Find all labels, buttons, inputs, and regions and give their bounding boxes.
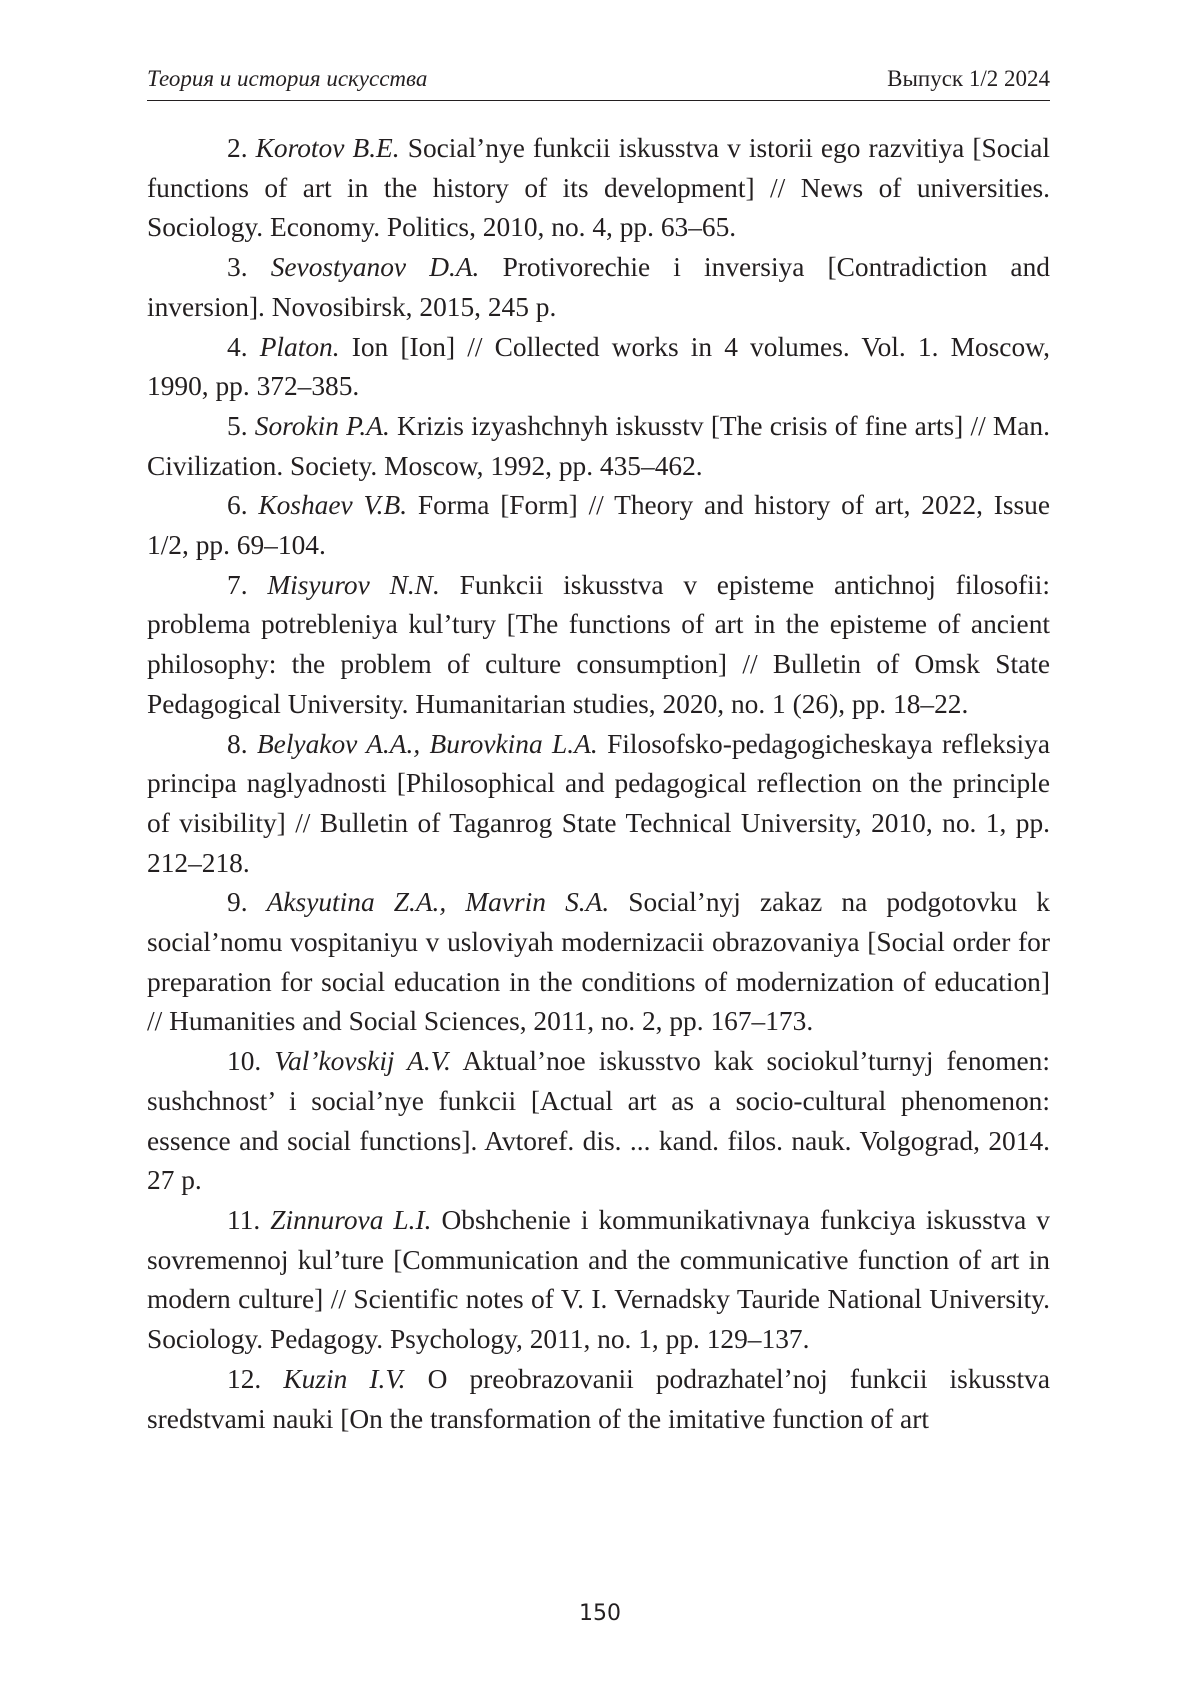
reference-number: 2. <box>227 133 248 163</box>
reference-author: Korotov B.E. <box>256 133 400 163</box>
reference-number: 8. <box>227 729 248 759</box>
reference-text: Forma [Form] // Theory and history of art, 2022, Issue 1/2, pp. 69–104. <box>147 490 1050 560</box>
reference-number: 7. <box>227 570 248 600</box>
reference-item <box>147 883 1050 1042</box>
reference-item <box>147 566 1050 725</box>
reference-author: Misyurov N.N. <box>267 570 439 600</box>
reference-number: 12. <box>227 1364 261 1394</box>
page-number: 150 <box>0 1601 1200 1626</box>
reference-author: Sevostyanov D.A. <box>271 252 480 282</box>
reference-item <box>147 129 1050 248</box>
page <box>0 0 1200 1703</box>
reference-item <box>147 407 1050 486</box>
reference-text: Social’nye funkcii iskusstva v istorii ego razviti­ya [Social functions of art in the history of its development] // News of universities. Sociology. Economy. Politics, 2010, no. 4, pp. 63–65. <box>147 133 1050 242</box>
reference-author: Aksyutina Z.A., Mavrin S.A. <box>267 887 610 917</box>
issue-label: Выпуск 1/2 2024 <box>887 66 1050 92</box>
reference-item <box>147 248 1050 327</box>
reference-text: Funkcii iskusstva v episteme antichnoj filosofii: problema potrebleniya kul’tury [The functions of art in the episteme of ancient philosophy: the problem of culture consumption] // Bulletin of Omsk State Pedagogical University. Humanitarian studies, 2020, no. 1 (26), pp. 18–22. <box>147 570 1050 719</box>
reference-text: O preobrazovanii podrazhatel’noj funkcii iskusstva sredstvami nauki [On the transformation of the imitative function of art <box>147 1364 1050 1434</box>
reference-author: Val’kovskij A.V. <box>274 1046 450 1076</box>
journal-title: Теория и история искусства <box>147 66 427 92</box>
reference-author: Belyakov A.A., Burovkina L.A. <box>257 729 598 759</box>
reference-author: Platon. <box>260 332 340 362</box>
reference-item <box>147 1042 1050 1201</box>
reference-item <box>147 486 1050 565</box>
reference-number: 11. <box>227 1205 260 1235</box>
reference-item <box>147 725 1050 884</box>
reference-text: Obshchenie i kommunikativnaya funkciya iskusstva v sovremennoj kul’ture [Communication and the communi­cative function of art in modern culture] // Scientific notes of V. I. Ver­nadsky Tauride National University. Sociology. Pedagogy. Psychology, 2011, no. 1, pp. 129–137. <box>147 1205 1050 1354</box>
reference-item <box>147 328 1050 407</box>
reference-number: 9. <box>227 887 248 917</box>
running-header <box>147 64 1050 101</box>
reference-number: 3. <box>227 252 248 282</box>
reference-number: 5. <box>227 411 248 441</box>
reference-text: Protivorechie i inversiya [Contradiction and inversion]. Novosibirsk, 2015, 245 p. <box>147 252 1050 322</box>
reference-number: 6. <box>227 490 248 520</box>
reference-author: Sorokin P.A. <box>255 411 390 441</box>
reference-number: 10. <box>227 1046 261 1076</box>
reference-author: Kuzin I.V. <box>283 1364 405 1394</box>
reference-text: Filosofsko-pedagogicheskaya refleksiya principa naglyadnosti [Philosophical and pedagogical reflec­tion on the principle of visibility] // Bulletin of Taganrog State Technical University, 2010, no. 1, pp. 212–218. <box>147 729 1050 878</box>
reference-list <box>147 129 1050 1439</box>
reference-text: Aktual’noe iskusstvo kak sociokul’turnyj fenomen: sushchnost’ i social’nye funkcii [Actual art as a socio-cultural phenomenon: essence and social functions]. Avtoref. dis. ... kand. filos. nauk. Volgograd, 2014. 27 p. <box>147 1046 1050 1195</box>
reference-text: Social’nyj zakaz na podgotovku k social’nomu vospitaniyu v usloviyah modernizacii obrazovaniya [So­cial order for preparation for social education in the conditions of mod­ernization of education] // Humanities and Social Sciences, 2011, no. 2, pp. 167–173. <box>147 887 1050 1036</box>
reference-item <box>147 1201 1050 1360</box>
reference-author: Zinnurova L.I. <box>270 1205 431 1235</box>
reference-text: Ion [Ion] // Collected works in 4 volumes. Vol. 1. Mos­cow, 1990, pp. 372–385. <box>147 332 1050 402</box>
reference-text: Krizis izyashchnyh iskusstv [The crisis of fine arts] // Man. Civilization. Society. Moscow, 1992, pp. 435–462. <box>147 411 1050 481</box>
reference-item <box>147 1360 1050 1439</box>
reference-author: Koshaev V.B. <box>258 490 407 520</box>
reference-number: 4. <box>227 332 248 362</box>
